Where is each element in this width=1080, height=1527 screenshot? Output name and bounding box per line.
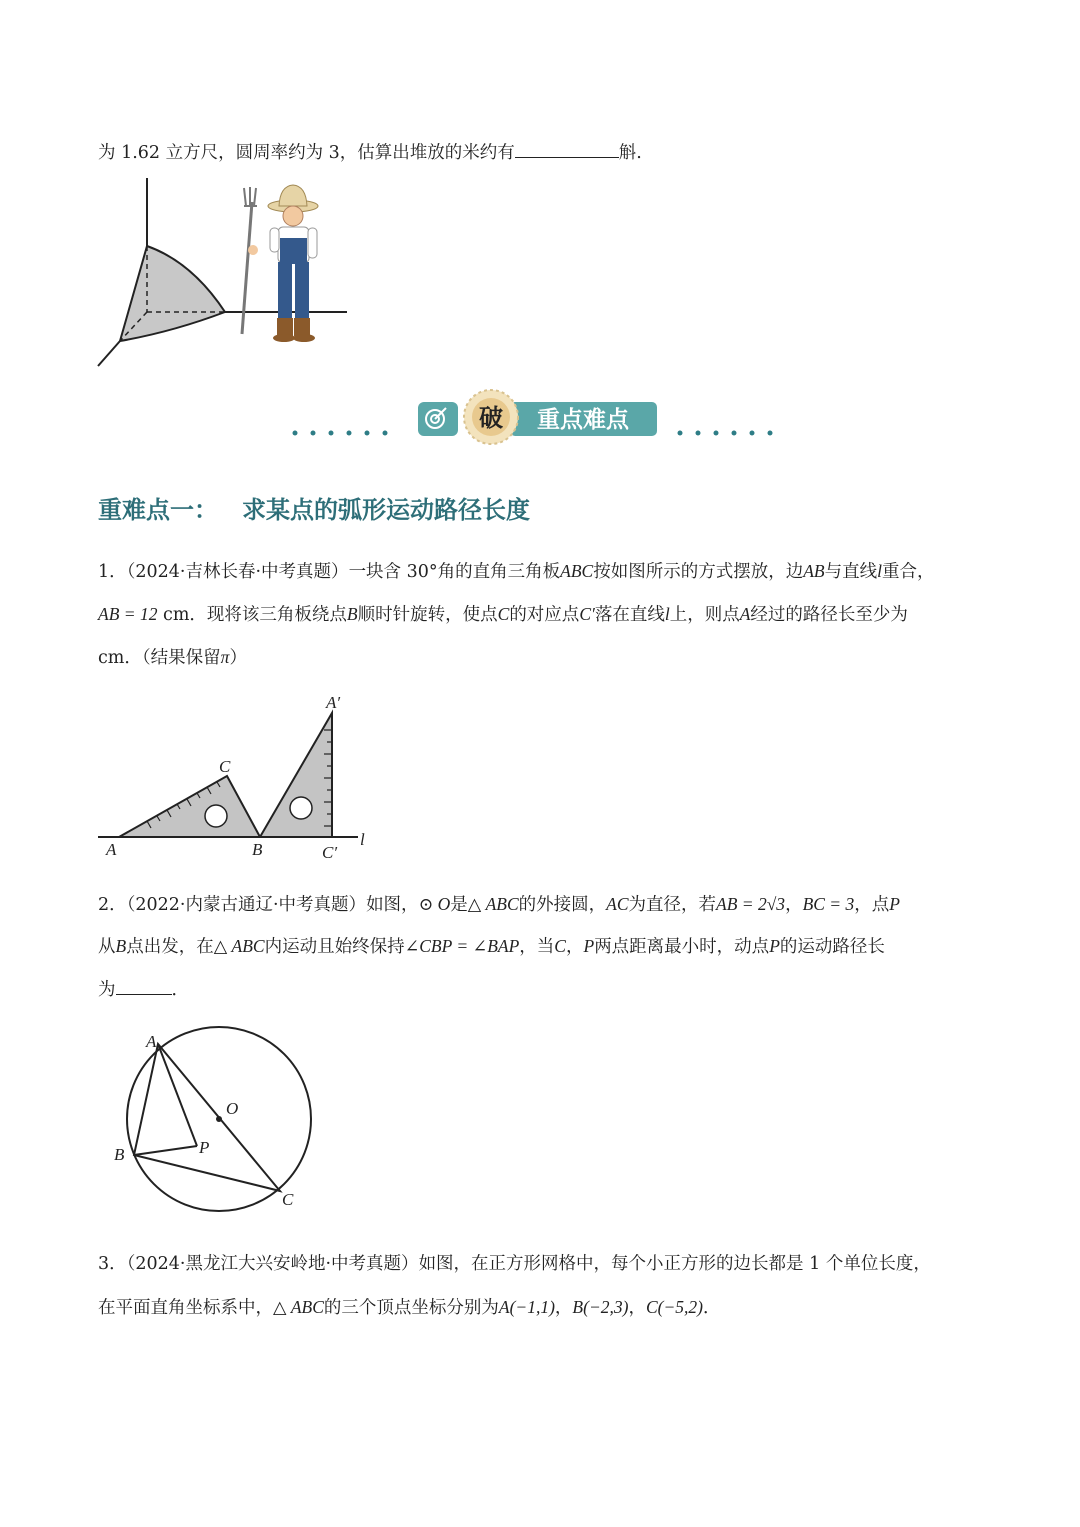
q1-line1: 1．（2024·吉林长春·中考真题）一块含 30°角的直角三角板ABC按如图所示的方式摆放，边AB与直线l重合，: [98, 561, 935, 582]
q2-line2: 从B点出发，在△ ABC内运动且始终保持∠CBP = ∠BAP，当C，P两点距离最小时，动点P的运动路径长: [98, 936, 885, 957]
intro-text: [98, 142, 642, 164]
answer-blank[interactable]: [515, 143, 619, 158]
center-point: [216, 1116, 222, 1122]
intro-suffix: 斛.: [618, 143, 642, 163]
banner-dots-right: [678, 431, 773, 436]
label-c: C: [219, 757, 231, 776]
farmer-illustration: [242, 185, 318, 342]
rice-pile-figure: [92, 172, 357, 372]
section-title: 求某点的弧形运动路径长度: [242, 496, 530, 524]
q3-line1: 3．（2024·黑龙江大兴安岭地·中考真题）如图，在正方形网格中，每个小正方形的边长都是 1 个单位长度，: [98, 1254, 931, 1274]
label-b: B: [114, 1145, 125, 1164]
q2-line1: 2．（2022·内蒙古通辽·中考真题）如图，⊙ O是△ ABC的外接圆，AC为直径，若AB = 2√3，BC = 3，点P: [98, 894, 900, 915]
q2-line3: 为 ．: [98, 980, 189, 1000]
label-a: A: [106, 840, 117, 859]
q1-line3: cm．（结果保留π）: [98, 647, 247, 668]
label-c-prime: C′: [322, 843, 338, 862]
banner-badge: 破: [479, 404, 503, 432]
key-points-banner: [285, 388, 790, 448]
label-b: B: [252, 840, 263, 859]
label-a: A: [146, 1032, 157, 1051]
q1-source: （2024·吉林长春·中考真题）: [126, 562, 349, 582]
q2-answer-blank[interactable]: [116, 980, 172, 995]
banner-dots-left: [293, 431, 388, 436]
label-a-prime: A′: [326, 693, 341, 712]
label-p: P: [199, 1138, 210, 1157]
label-c: C: [282, 1190, 294, 1209]
section-label: 重难点一：: [98, 496, 218, 524]
q1-line2: AB = 12 cm．现将该三角板绕点B顺时针旋转，使点C的对应点C′落在直线l上，则点A经过的路径长至少为: [98, 604, 908, 625]
triangle-abc: [119, 776, 260, 837]
q1-figure: [92, 690, 382, 870]
intro-prefix: 为 1.62 立方尺，圆周率约为 3，估算出堆放的米约有: [98, 143, 515, 163]
q2-source: （2022·内蒙古通辽·中考真题）: [126, 895, 367, 915]
q3-line2: 在平面直角坐标系中，△ ABC的三个顶点坐标分别为A(−1,1)，B(−2,3)，C(−5,2)．: [98, 1297, 721, 1318]
label-l: l: [360, 830, 365, 849]
section-heading: [98, 490, 530, 525]
label-o: O: [226, 1099, 239, 1118]
banner-title: 重点难点: [537, 407, 629, 433]
q2-figure: [100, 1025, 330, 1215]
q1-number: 1．: [98, 562, 127, 582]
triangle-abc: [134, 1044, 280, 1191]
q2-number: 2．: [98, 895, 127, 915]
q3-number: 3．: [98, 1254, 127, 1274]
q3-source: （2024·黑龙江大兴安岭地·中考真题）: [126, 1254, 419, 1274]
